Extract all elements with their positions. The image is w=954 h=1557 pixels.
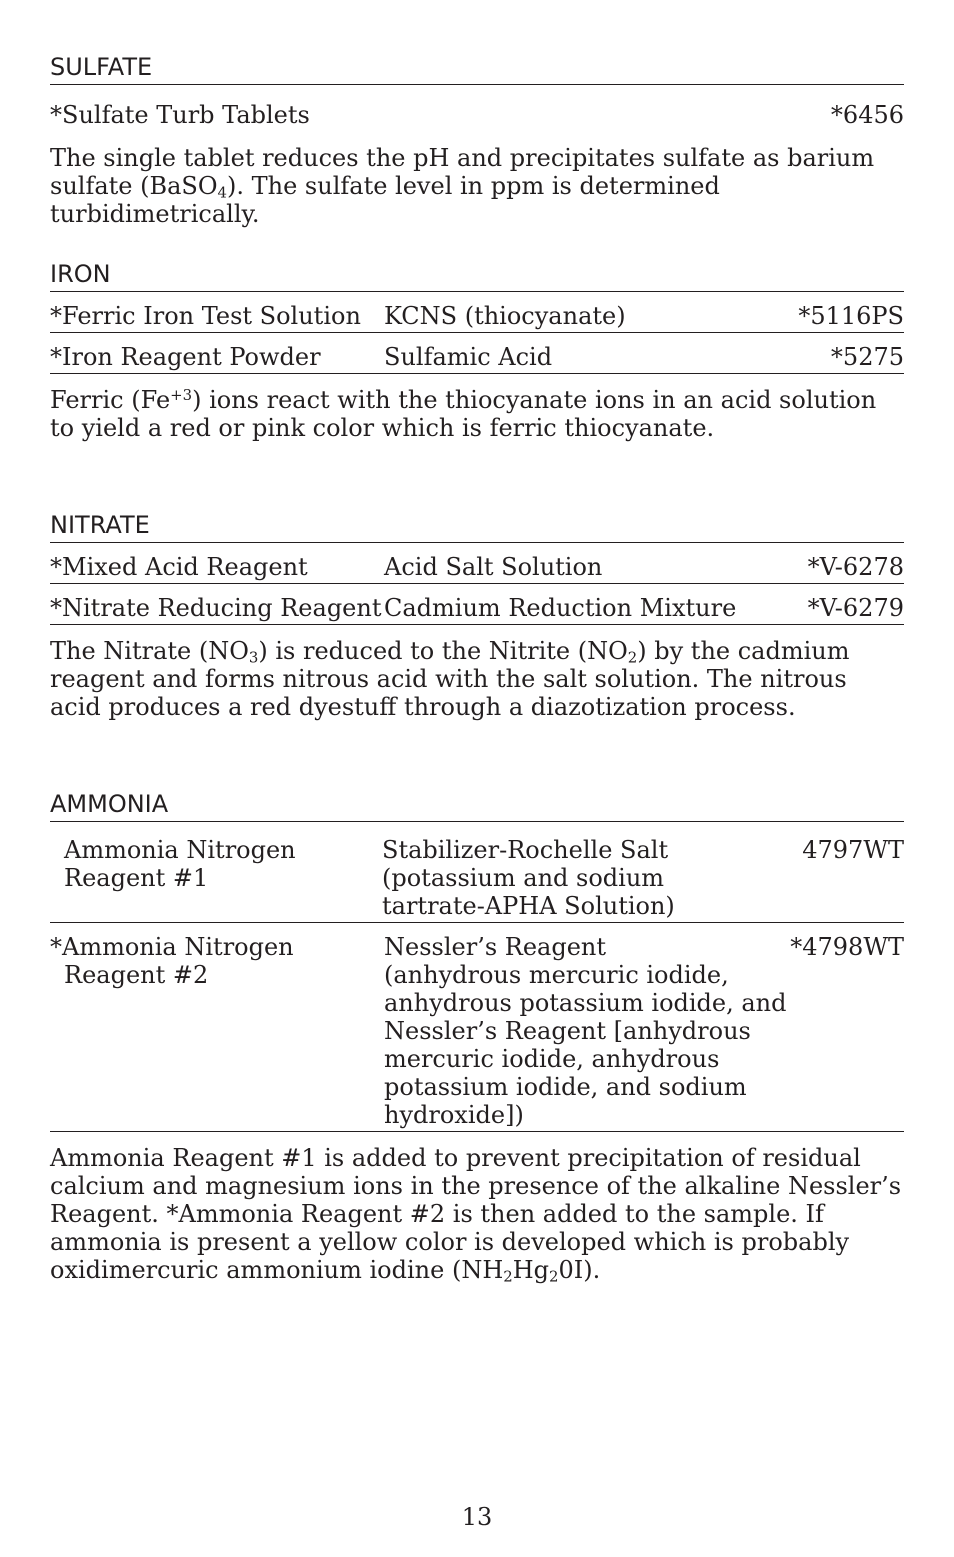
sulfate-heading: SULFATE [50,52,904,85]
ammonia-row-1-name-line: Reagent #1 [64,864,209,892]
nitrate-row-1 [50,543,904,584]
ammonia-desc-subscript: 2 [503,1267,513,1286]
ammonia-section [50,789,904,1284]
ammonia-row-1-name-line: Ammonia Nitrogen [64,836,296,864]
sulfate-desc-part: ). The sulfate level in ppm is determined turbidimetrically. [50,172,720,228]
iron-row-1-reagent: KCNS (thiocyanate) [384,302,626,330]
sulfate-description [50,144,904,228]
ammonia-row-1-reagent-line: (potassium and sodium [382,864,665,892]
nitrate-desc-part: The Nitrate (NO [50,637,249,665]
sulfate-item-code: *6456 [830,101,904,129]
page-number: 13 [461,1503,493,1531]
iron-row-2 [50,333,904,374]
nitrate-desc-part: ) by the cadmium reagent and forms nitrous acid with the salt solution. The nitrous acid produces a red dyestuff through a diazotization process. [50,637,850,721]
ammonia-row-2-name-line: Reagent #2 [64,961,209,989]
ammonia-row-2-reagent-line: Nessler’s Reagent [anhydrous [384,1017,751,1045]
ammonia-row-2-reagent-line: potassium iodide, and sodium [384,1073,747,1101]
ammonia-desc-subscript: 2 [549,1267,559,1286]
ammonia-desc-part: Hg [512,1256,550,1284]
iron-section [50,259,904,442]
ammonia-row-1-reagent-line: tartrate-APHA Solution) [382,892,675,920]
nitrate-desc-subscript: 3 [248,648,259,667]
ammonia-row-2-name [50,933,384,989]
ammonia-desc-part: 0I). [558,1256,601,1284]
ammonia-row-2-reagent-line: Nessler’s Reagent [384,933,607,961]
iron-desc-part: ) ions react with the thiocyanate ions in an acid solution to yield a red or pink color which is ferric thiocyanate. [50,386,877,442]
ammonia-row-1-reagent [382,836,802,920]
iron-row-1-name: *Ferric Iron Test Solution [50,302,361,330]
iron-row-1 [50,292,904,333]
nitrate-row-1-reagent: Acid Salt Solution [384,553,603,581]
iron-row-2-name: *Iron Reagent Powder [50,343,321,371]
iron-row-1-code: *5116PS [798,302,904,330]
iron-description [50,386,904,442]
nitrate-section [50,510,904,721]
nitrate-row-1-code: *V-6278 [807,553,904,581]
iron-desc-part: Ferric (Fe [50,386,171,414]
sulfate-desc-subscript: 4 [217,183,228,202]
ammonia-row-1-name [50,836,382,892]
ammonia-row-2-reagent-line: (anhydrous mercuric iodide, [384,961,729,989]
nitrate-row-2-code: *V-6279 [807,594,904,622]
nitrate-row-2-name: *Nitrate Reducing Reagent [50,594,382,622]
ammonia-row-2-name-line: *Ammonia Nitrogen [50,933,294,961]
nitrate-desc-part: ) is reduced to the Nitrite (NO [258,637,628,665]
ammonia-row-2-reagent-line: anhydrous potassium iodide, and [384,989,787,1017]
ammonia-row-2-code: *4798WT [790,933,904,961]
iron-row-2-code: *5275 [830,343,904,371]
sulfate-desc-part: The single tablet reduces the pH and precipitates sulfate as barium sulfate (BaSO [50,144,875,200]
sulfate-item-name: *Sulfate Turb Tablets [50,101,310,129]
ammonia-description [50,1144,904,1284]
ammonia-row-2-reagent [384,933,790,1129]
nitrate-row-1-name: *Mixed Acid Reagent [50,553,308,581]
ammonia-row-1 [50,822,904,923]
iron-row-2-reagent: Sulfamic Acid [384,343,553,371]
ammonia-row-2 [50,923,904,1132]
ammonia-heading: AMMONIA [50,789,904,822]
ammonia-row-2-reagent-line: mercuric iodide, anhydrous [384,1045,720,1073]
nitrate-row-2-reagent: Cadmium Reduction Mixture [384,594,737,622]
ammonia-row-1-code: 4797WT [802,836,904,864]
nitrate-description [50,637,904,721]
sulfate-section [50,52,904,228]
nitrate-desc-subscript: 2 [627,648,638,667]
nitrate-row-2 [50,584,904,625]
ammonia-row-2-reagent-line: hydroxide]) [384,1101,524,1129]
ammonia-desc-part: Ammonia Reagent #1 is added to prevent precipitation of residual calcium and magnesium ions in the presence of the alkaline Nessler’s Reagent. *Ammonia Reagent #2 is then added to the sample. If ammonia is present a yellow color is developed which is probably oxidimercuric ammonium iodine (NH [50,1144,902,1284]
iron-heading: IRON [50,259,904,292]
iron-desc-superscript: +3 [170,385,193,404]
ammonia-row-1-reagent-line: Stabilizer-Rochelle Salt [382,836,669,864]
sulfate-item-row [50,85,904,129]
nitrate-heading: NITRATE [50,510,904,543]
